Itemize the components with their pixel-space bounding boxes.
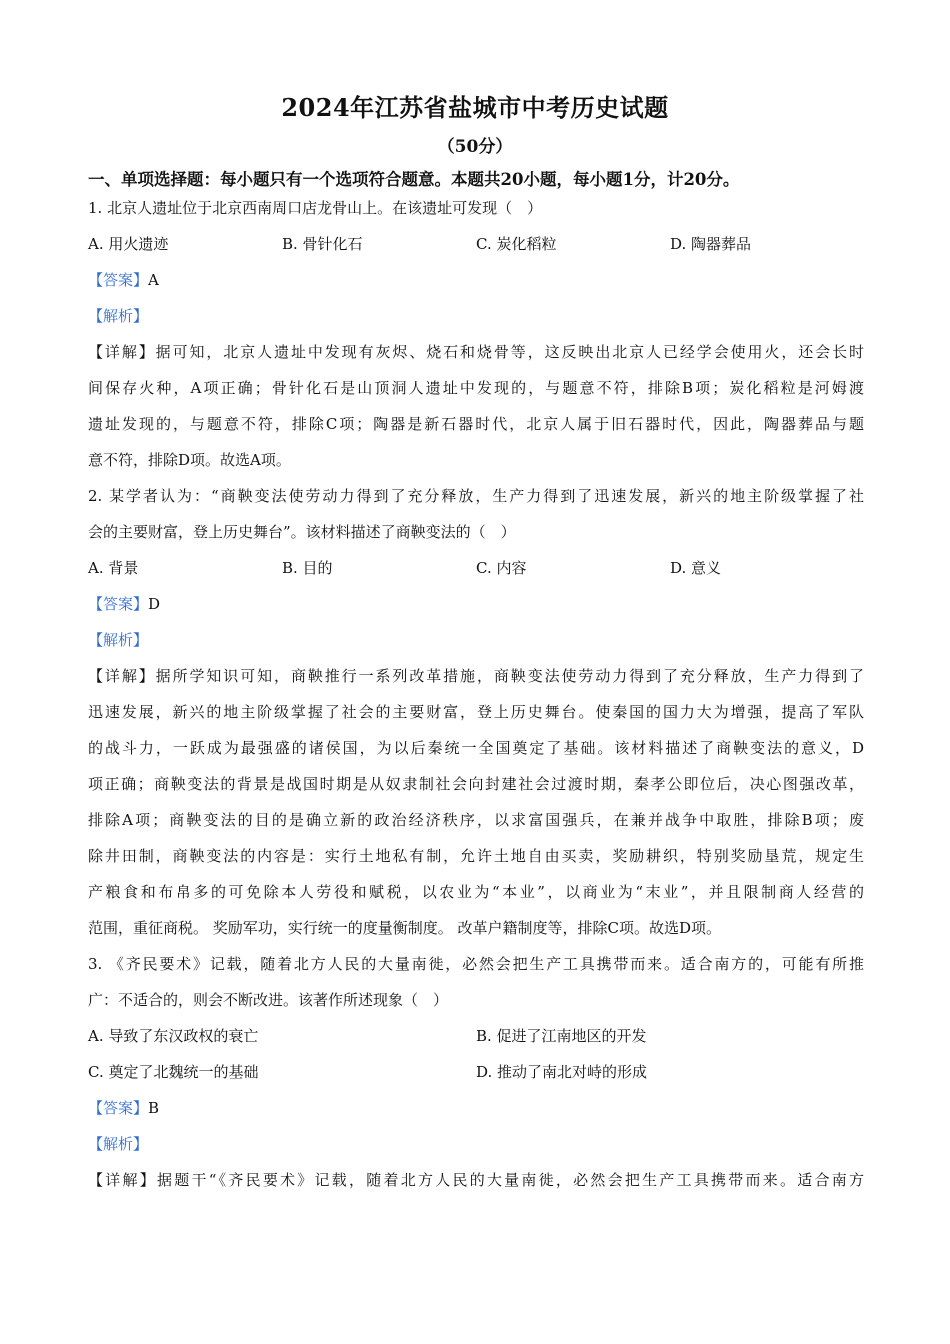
question-2-detail-line: 范围，重征商税。 奖励军功，实行统一的度量衡制度。 改革户籍制度等，排除C项。故选D项。 xyxy=(88,919,722,937)
question-list xyxy=(88,190,864,1198)
section-heading: 一、单项选择题：每小题只有一个选项符合题意。本题共20小题，每小题1分，计20分。 xyxy=(88,170,740,189)
answer-value: B xyxy=(148,1099,160,1117)
option-a: A. 导致了东汉政权的衰亡 xyxy=(88,1027,259,1045)
detail-text: 据可知，北京人遗址中发现有灰烬、烧石和烧骨等，这反映出北京人已经学会使用火，还会长时 xyxy=(155,343,864,361)
answer-label: 【答案】 xyxy=(88,271,149,289)
question-2-analysis xyxy=(88,622,864,658)
question-2-detail-line: 除井田制，商鞅变法的内容是：实行土地私有制，允许土地自由买卖，奖励耕织，特别奖励垦荒，规定生 xyxy=(88,847,864,865)
exam-score: （50分） xyxy=(437,137,513,157)
question-3-analysis xyxy=(88,1126,864,1162)
question-3-answer xyxy=(88,1090,864,1126)
question-1-analysis xyxy=(88,298,864,334)
question-3-options xyxy=(88,1018,864,1054)
question-1-detail-line: 意不符，排除D项。故选A项。 xyxy=(88,451,291,469)
option-b: B. 目的 xyxy=(282,559,333,577)
question-1-detail-line: 间保存火种，A项正确；骨针化石是山顶洞人遗址中发现的，与题意不符，排除B项；炭化稻粒是河姆渡 xyxy=(88,379,864,397)
question-2-detail-line xyxy=(88,658,864,694)
question-1-detail-line xyxy=(88,334,864,370)
question-1-options xyxy=(88,226,864,262)
analysis-label: 【解析】 xyxy=(88,307,149,325)
question-2-answer xyxy=(88,586,864,622)
answer-label: 【答案】 xyxy=(88,595,149,613)
option-b: B. 促进了江南地区的开发 xyxy=(476,1027,647,1045)
question-3-stem: 广：不适合的，则会不断改进。该著作所述现象（ ） xyxy=(88,991,449,1009)
question-2-stem: 2. 某学者认为：“商鞅变法使劳动力得到了充分释放，生产力得到了迅速发展，新兴的地主阶级掌握了社 xyxy=(88,487,864,505)
detail-text: 据所学知识可知，商鞅推行一系列改革措施，商鞅变法使劳动力得到了充分释放，生产力得到了 xyxy=(155,667,864,685)
option-c: C. 炭化稻粒 xyxy=(476,235,557,253)
option-c: C. 奠定了北魏统一的基础 xyxy=(88,1063,259,1081)
option-d: D. 陶器葬品 xyxy=(670,235,752,253)
answer-value: D xyxy=(148,595,161,613)
detail-label: 【详解】 xyxy=(88,667,156,685)
detail-text: 据题干“《齐民要术》记载，随着北方人民的大量南徙，必然会把生产工具携带而来。适合南方 xyxy=(156,1171,864,1189)
question-2-detail-line: 产粮食和布帛多的可免除本人劳役和赋税，以农业为“本业”，以商业为“末业”，并且限制商人经营的 xyxy=(88,883,864,901)
question-2-detail-line: 项正确；商鞅变法的背景是战国时期是从奴隶制社会向封建社会过渡时期，秦孝公即位后，决心图强改革， xyxy=(88,775,864,793)
option-d: D. 意义 xyxy=(670,559,722,577)
answer-value: A xyxy=(148,271,159,289)
question-2-options xyxy=(88,550,864,586)
analysis-label: 【解析】 xyxy=(88,631,149,649)
analysis-label: 【解析】 xyxy=(88,1135,149,1153)
question-1-detail-line: 遗址发现的，与题意不符，排除C项；陶器是新石器时代，北京人属于旧石器时代，因此，陶器葬品与题 xyxy=(88,415,864,433)
question-1-answer xyxy=(88,262,864,298)
question-2-detail-line: 的战斗力，一跃成为最强盛的诸侯国，为以后秦统一全国奠定了基础。该材料描述了商鞅变法的意义，D xyxy=(88,739,864,757)
exam-title: 2024年江苏省盐城市中考历史试题 xyxy=(281,93,669,122)
option-a: A. 用火遗迹 xyxy=(88,235,169,253)
question-2-detail-line: 迅速发展，新兴的地主阶级掌握了社会的主要财富，登上历史舞台。使秦国的国力大为增强，提高了军队 xyxy=(88,703,864,721)
question-2-stem: 会的主要财富，登上历史舞台”。该材料描述了商鞅变法的（ ） xyxy=(88,523,516,541)
question-3-options xyxy=(88,1054,864,1090)
option-c: C. 内容 xyxy=(476,559,527,577)
question-1-stem: 1. 北京人遗址位于北京西南周口店龙骨山上。在该遗址可发现（ ） xyxy=(88,199,543,217)
answer-label: 【答案】 xyxy=(88,1099,149,1117)
question-2-detail-line: 排除A项；商鞅变法的目的是确立新的政治经济秩序，以求富国强兵，在兼并战争中取胜，排除B项；废 xyxy=(88,811,864,829)
detail-label: 【详解】 xyxy=(88,343,156,361)
detail-label: 【详解】 xyxy=(88,1171,157,1189)
option-d: D. 推动了南北对峙的形成 xyxy=(476,1063,648,1081)
question-3-detail-line xyxy=(88,1162,864,1198)
option-b: B. 骨针化石 xyxy=(282,235,363,253)
question-3-stem: 3. 《齐民要术》记载，随着北方人民的大量南徙，必然会把生产工具携带而来。适合南方的，可能有所推 xyxy=(88,955,864,973)
option-a: A. 背景 xyxy=(88,559,139,577)
